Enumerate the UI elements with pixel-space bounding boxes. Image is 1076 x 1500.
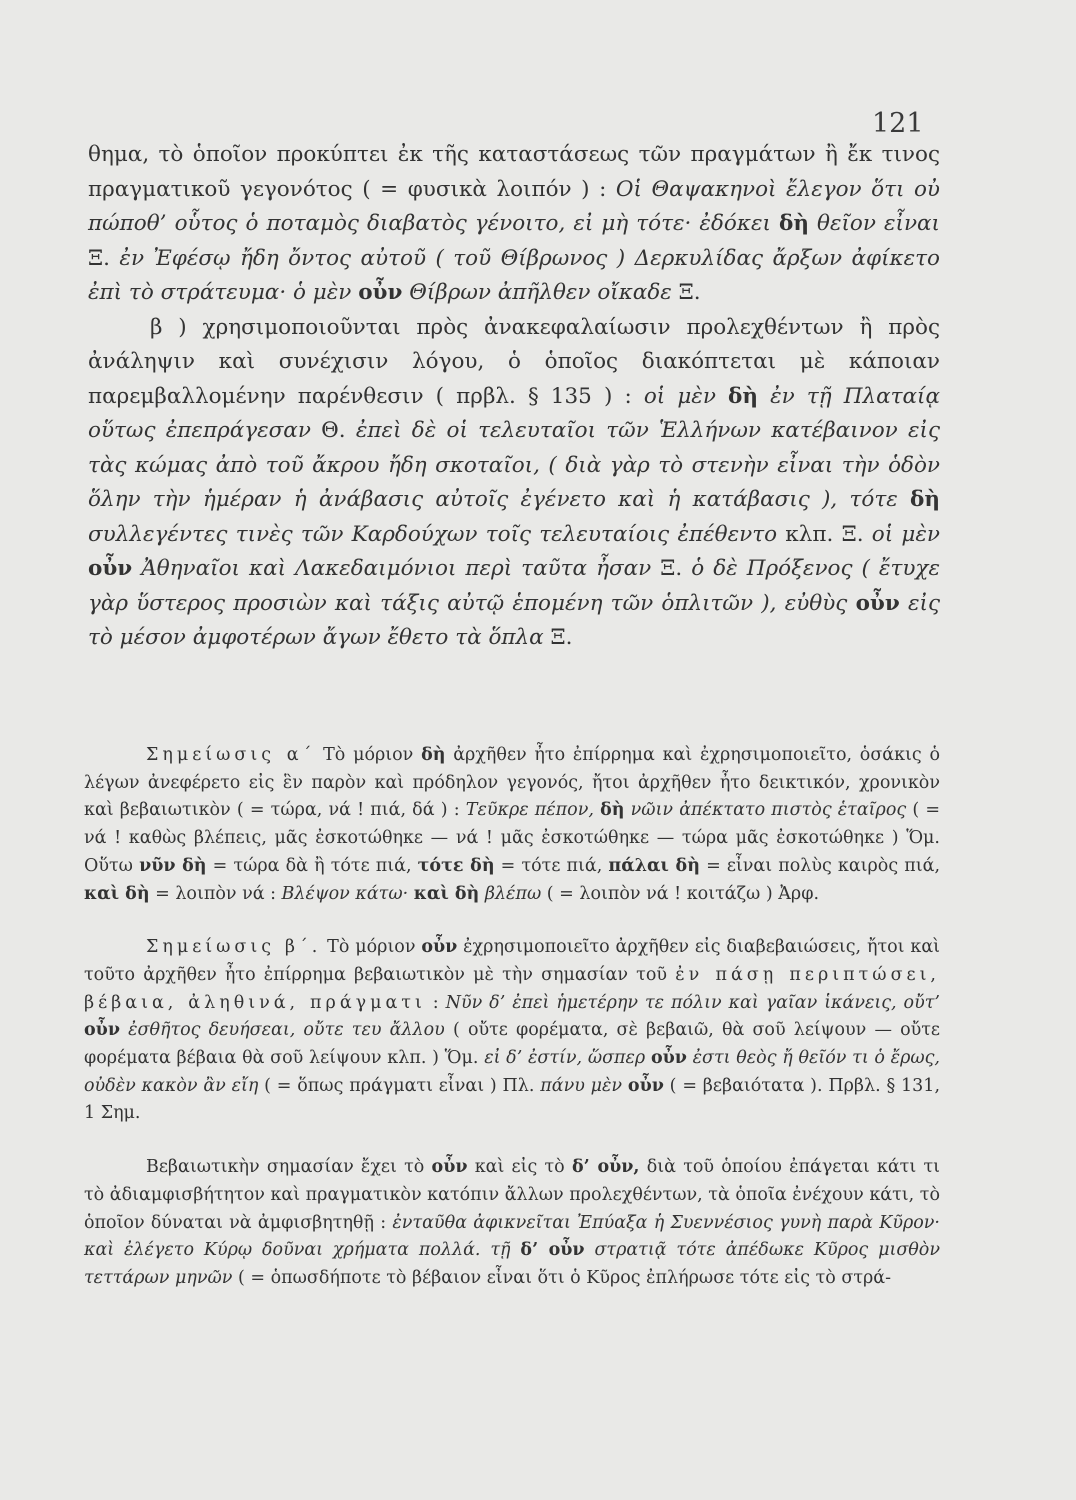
note-label: Σημείωσις α΄ (146, 745, 316, 765)
note-label: Σημείωσις β΄. (146, 937, 322, 958)
paragraph-d-oun: Βεβαιωτικὴν σημασίαν ἔχει τὸ οὖν καὶ εἰς τὸ δ’ οὖν, διὰ τοῦ ὁποίου ἐπάγεται κάτι τι τὸ ἀδιαμφισβήτητον καὶ πραγματικὸν κατόπιν ἄλλων προλεχθέντων, τὰ ὁποῖα ἐνέχουν κάτι, τὸ ὁποῖον δύναται νὰ ἀμφισβητηθῇ : ἐνταῦθα ἀφικνεῖται Ἐπύαξα ἡ Συεννέσιος γυνὴ παρὰ Κῦρον· καὶ ἐλέγετο Κύρῳ δοῦναι χρήματα πολλά. τῇ δ’ οὖν στρατιᾷ τότε ἀπέδωκε Κῦρος μισθὸν τεττάρων μηνῶν ( = ὁπωσδήποτε τὸ βέβαιον εἶναι ὅτι ὁ Κῦρος ἐπλήρωσε τότε εἰς τὸ στρά- (84, 1157, 940, 1288)
paragraph-continuation: θημα, τὸ ὁποῖον προκύπτει ἐκ τῆς καταστάσεως τῶν πραγμάτων ἢ ἔκ τινος πραγματικοῦ γεγονότος ( = φυσικὰ λοιπόν ) : Οἱ Θαψακηνοὶ ἔλεγον ὅτι οὐ πώποθ’ οὗτος ὁ ποταμὸς διαβατὸς γένοιτο, εἰ μὴ τότε· ἐδόκει δὴ θεῖον εἶναι Ξ. ἐν Ἐφέσῳ ἤδη ὄντος αὐτοῦ ( τοῦ Θίβρωνος ) Δερκυλίδας ἄρξων ἀφίκετο ἐπὶ τὸ στράτευμα· ὁ μὲν οὖν Θίβρων ἀπῆλθεν οἴκαδε Ξ. (88, 142, 940, 305)
main-text (88, 138, 940, 656)
note-alpha: Σημείωσις α΄ Τὸ μόριον δὴ ἀρχῆθεν ἦτο ἐπίρρημα καὶ ἐχρησιμοποιεῖτο, ὁσάκις ὁ λέγων ἀνεφέρετο εἰς ἓν παρὸν καὶ πρόδηλον γεγονός, ἤτοι ἀρχῆθεν ἦτο δεικτικόν, χρονικὸν καὶ βεβαιωτικὸν ( = τώρα, νά ! πιά, δά ) : Τεῦκρε πέπον, δὴ νῶιν ἀπέκτατο πιστὸς ἑταῖρος ( = νά ! καθὼς βλέπεις, μᾶς ἐσκοτώθηκε — νά ! μᾶς ἐσκοτώθηκε — τώρα μᾶς ἐσκοτώθηκε ) Ὅμ. Οὕτω νῦν δὴ = τώρα δὰ ἢ τότε πιά, τότε δὴ = τότε πιά, πάλαι δὴ = εἶναι πολὺς καιρὸς πιά, καὶ δὴ = λοιπὸν νά : Βλέψον κάτω· καὶ δὴ βλέπω ( = λοιπὸν νά ! κοιτάζω ) Ἀρφ. (84, 745, 941, 904)
note-beta: Σημείωσις β΄. Τὸ μόριον οὖν ἐχρησιμοποιεῖτο ἀρχῆθεν εἰς διαβεβαιώσεις, ἤτοι καὶ τοῦτο ἀρχῆθεν ἦτο ἐπίρρημα βεβαιωτικὸν μὲ τὴν σημασίαν τοῦ ἐν πάσῃ περιπτώσει, βέβαια, ἀληθινά, πράγματι : Νῦν δ’ ἐπεὶ ἡμετέρην τε πόλιν καὶ γαῖαν ἱκάνεις, οὔτ’ οὖν ἐσθῆτος δευήσεαι, οὔτε τευ ἄλλου ( οὔτε φορέματα, σὲ βεβαιῶ, θὰ σοῦ λείψουν — οὔτε φορέματα βέβαια θὰ σοῦ λείψουν κλπ. ) Ὅμ. εἰ δ’ ἐστίν, ὥσπερ οὖν ἐστι θεὸς ἤ θεῖόν τι ὁ ἔρως, οὐδὲν κακὸν ἂν εἴη ( = ὅπως πράγματι εἶναι ) Πλ. πάνυ μὲν οὖν ( = βεβαιότατα ). Πρβλ. § 131, 1 Σημ. (84, 937, 941, 1124)
paragraph-beta: β ) χρησιμοποιοῦνται πρὸς ἀνακεφαλαίωσιν προλεχθέντων ἢ πρὸς ἀνάληψιν καὶ συνέχισιν λόγου, ὁ ὁποῖος διακόπτεται μὲ κάποιαν παρεμβαλλομένην παρένθεσιν ( πρβλ. § 135 ) : οἱ μὲν δὴ ἐν τῇ Πλαταίᾳ οὕτως ἐπεπράγεσαν Θ. ἐπεὶ δὲ οἱ τελευταῖοι τῶν Ἑλλήνων κατέβαινον εἰς τὰς κώμας ἀπὸ τοῦ ἄκρου ἤδη σκοταῖοι, ( διὰ γὰρ τὸ στενὴν εἶναι τὴν ὁδὸν ὅλην τὴν ἡμέραν ἡ ἀνάβασις αὐτοῖς ἐγένετο καὶ ἡ κατάβασις ), τότε δὴ συλλεγέντες τινὲς τῶν Καρδούχων τοῖς τελευταίοις ἐπέθεντο κλπ. Ξ. οἱ μὲν οὖν Ἀθηναῖοι καὶ Λακεδαιμόνιοι περὶ ταῦτα ἦσαν Ξ. ὁ δὲ Πρόξενος ( ἔτυχε γὰρ ὕστερος προσιὼν καὶ τάξις αὐτῷ ἑπομένη τῶν ὁπλιτῶν ), εὐθὺς οὖν εἰς τὸ μέσον ἀμφοτέρων ἄγων ἔθετο τὰ ὅπλα Ξ. (88, 314, 940, 650)
notes-section (84, 742, 940, 1319)
page-number: 121 (872, 108, 924, 139)
